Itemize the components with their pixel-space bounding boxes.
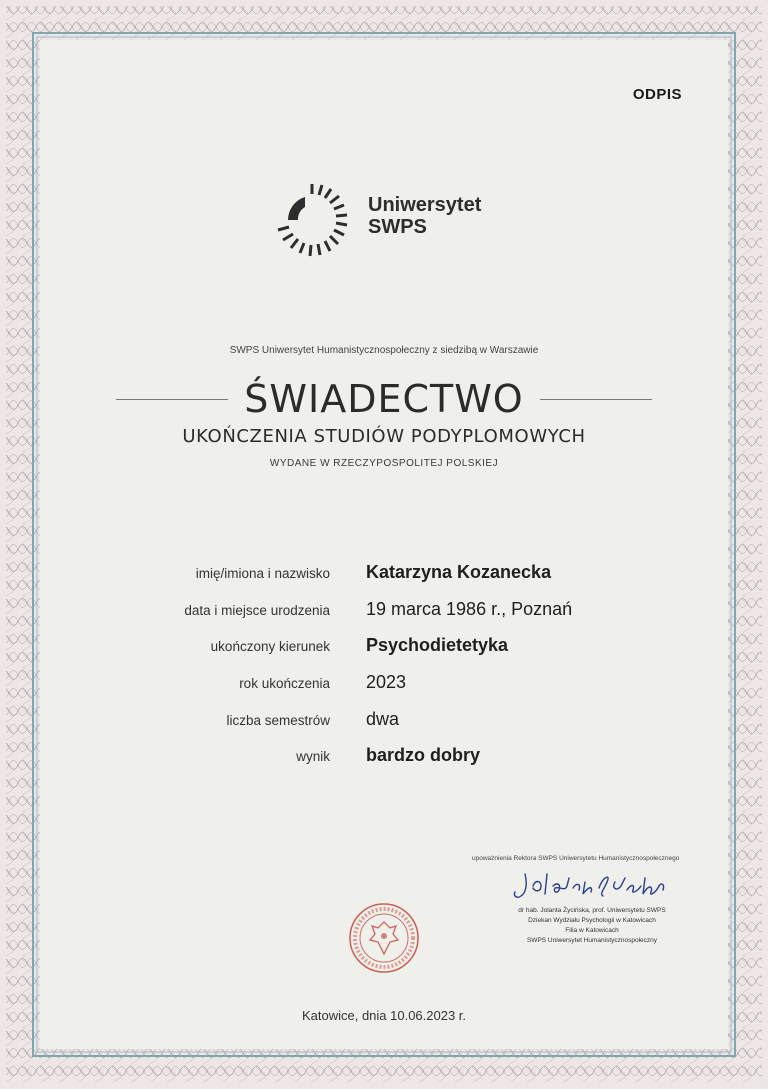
signatory-branch: Filia w Katowicach	[565, 927, 619, 934]
field-value: Psychodietetyka	[366, 635, 509, 656]
subtitle-issued: WYDANE W RZECZYPOSPOLITEJ POLSKIEJ	[269, 458, 499, 469]
field-value: dwa	[366, 708, 400, 729]
copy-mark: ODPIS	[632, 86, 682, 103]
page-title: ŚWIADECTWO	[244, 377, 524, 421]
field-value: bardzo dobry	[366, 745, 481, 766]
logo-line-1: Uniwersytet	[368, 194, 482, 216]
field-row	[100, 599, 660, 636]
field-value: 19 marca 1986 r., Poznań	[366, 598, 573, 619]
handwritten-signature	[507, 868, 677, 902]
field-row	[100, 709, 660, 746]
university-logo	[272, 180, 482, 260]
signatory-role: Dziekan Wydziału Psychologii w Katowicach	[528, 917, 656, 924]
signature-authorization: upoważnienia Rektora SWPS Uniwersytetu Humanistycznospołecznego	[472, 855, 680, 862]
signatory-name: dr hab. Jolanta Życińska, prof. Uniwersytetu SWPS	[518, 907, 666, 914]
field-row	[100, 635, 660, 672]
field-value: 2023	[366, 672, 407, 693]
subtitle: UKOŃCZENIA STUDIÓW PODYPLOMOWYCH	[182, 426, 586, 447]
title-row	[100, 372, 668, 426]
official-seal-icon	[346, 900, 422, 976]
sunburst-logo-icon	[272, 180, 352, 260]
signatory-details	[472, 906, 712, 946]
signature-block	[472, 855, 712, 946]
issuer-name: SWPS Uniwersytet Humanistycznospołeczny z siedzibą w Warszawie	[229, 345, 539, 356]
field-row	[100, 562, 660, 599]
field-label: imię/imiona i nazwisko	[195, 566, 330, 581]
place-and-date: Katowice, dnia 10.06.2023 r.	[301, 1008, 467, 1023]
field-label: liczba semestrów	[226, 712, 330, 728]
certificate-fields	[100, 562, 660, 782]
field-value: Katarzyna Kozanecka	[366, 562, 552, 582]
field-row	[100, 745, 660, 782]
field-label: ukończony kierunek	[210, 639, 330, 655]
logo-wordmark	[368, 194, 481, 238]
signatory-institution: SWPS Uniwersytet Humanistycznospołeczny	[526, 937, 658, 944]
title-divider-right	[540, 399, 652, 400]
field-label: wynik	[296, 749, 330, 765]
logo-line-2: SWPS	[368, 216, 427, 238]
field-row	[100, 672, 660, 709]
field-label: data i miejsce urodzenia	[184, 602, 330, 618]
field-label: rok ukończenia	[239, 676, 330, 692]
title-divider-left	[116, 399, 228, 400]
